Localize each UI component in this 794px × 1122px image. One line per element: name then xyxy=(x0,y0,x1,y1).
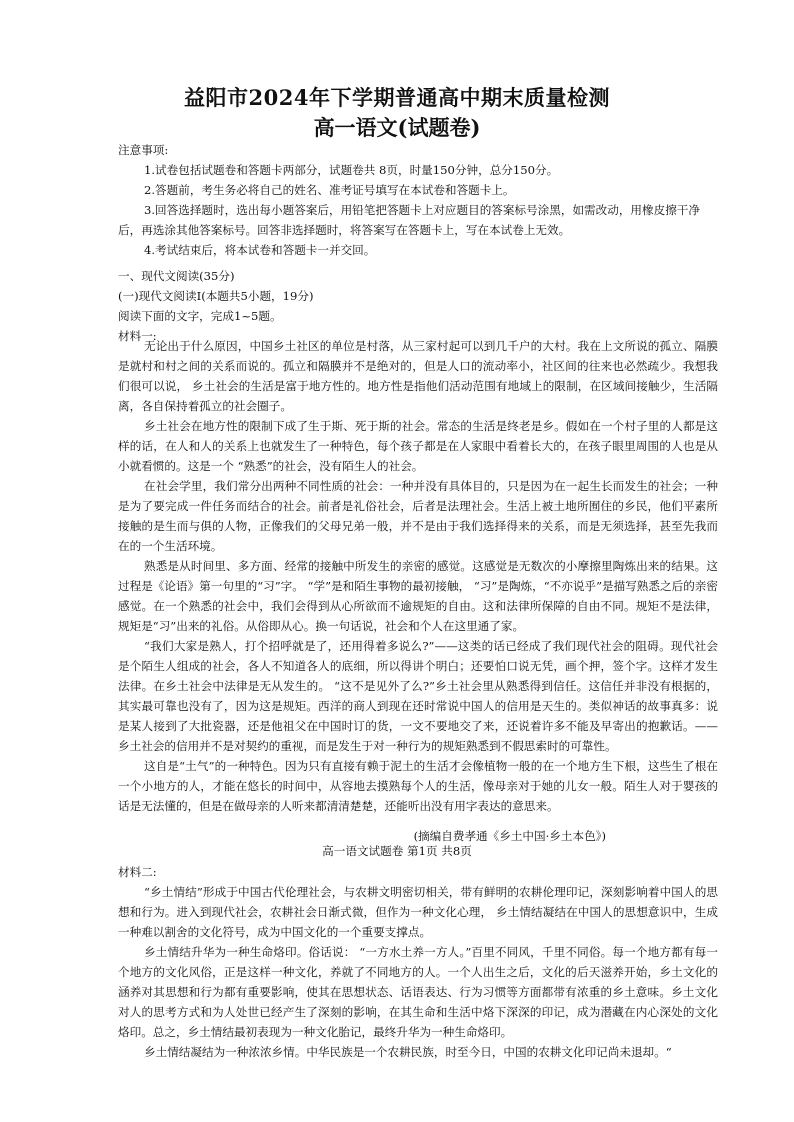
material2-body xyxy=(118,862,718,1062)
notice-item-2: 2.答题前，考生务必将自己的姓名、准考证号填写在本试卷和答题卡上。 xyxy=(144,183,515,197)
notice-heading: 注意事项: xyxy=(118,143,169,157)
material1-body xyxy=(118,336,718,846)
material1-paragraph: 熟悉是从时间里、多方面、经常的接触中所发生的亲密的感觉。这感觉是无数次的小摩擦里陶炼出来的结果。这过程是《论语》第一句里的“习”字。 “学”是和陌生事物的最初接触， “习”是陶炼，“不亦说乎”是描写熟悉之后的亲密感觉。在一个熟悉的社会中，我们会得到从心所欲而不逾规矩的自由。这和法律所保障的自由不同。规矩不是法律，规矩是“习”出来的礼俗。从俗即从心。换一句话说，社会和个人在这里通了家。 xyxy=(118,559,718,633)
reading-instruction: 阅读下面的文字，完成1~5题。 xyxy=(118,309,282,323)
exam-title: 益阳市2024年下学期普通高中期末质量检测 xyxy=(184,85,610,110)
subsection-title: (一)现代文阅读Ⅰ(本题共5小题，19分) xyxy=(118,289,314,303)
exam-subtitle: 高一语文(试题卷) xyxy=(313,115,481,140)
material1-paragraph: “我们大家是熟人，打个招呼就是了，还用得着多说么?”——这类的话已经成了我们现代社会的阻碍。现代社会是个陌生人组成的社会，各人不知道各人的底细，所以得讲个明白；还要怕口说无凭，画个押，签个字。这样才发生法律。在乡土社会中法律是无从发生的。 “这不是见外了么?”乡土社会里从熟悉得到信任。这信任并非没有根据的，其实最可靠也没有了，因为这是规矩。西洋的商人到现在还时常说中国人的信用是天生的。类似神话的故事真多：说是某人接到了大批瓷器，还是他祖父在中国时订的货，一文不要地交了来，还说着许多不能及早寄出的抱歉话。——乡土社会的信用并不是对契约的重视，而是发生于对一种行为的规矩熟悉到不假思索时的可靠性。 xyxy=(118,639,718,753)
material2-paragraph: 乡土情结升华为一种生命烙印。俗话说： “一方水土养一方人。”百里不同风，千里不同俗。每一个地方都有每一个地方的文化风俗，正是这样一种文化，养就了不同地方的人。一个人出生之后，文化的后天滋养开始，乡土文化的涵养对其思想和行为都有重要影响，使其在思想状态、话语表达、行为习惯等方面都带有浓重的乡土意味。乡土文化对人的思考方式和为人处世已经产生了深刻的影响，在其生命和生活中烙下深深的印记，成为潜藏在内心深处的文化烙印。总之，乡土情结最初表现为一种文化胎记，最终升华为一种生命烙印。 xyxy=(118,945,718,1039)
section-header xyxy=(118,266,718,346)
material1-label: 材料一: xyxy=(118,329,157,343)
material1-paragraph: 在社会学里，我们常分出两种不同性质的社会：一种并没有具体目的，只是因为在一起生长而发生的社会；一种是为了要完成一件任务而结合的社会。前者是礼俗社会，后者是法理社会。生活上被土地所囿住的乡民，他们平素所接触的是生而与俱的人物，正像我们的父母兄弟一般，并不是由于我们选择得来的关系，而是无须选择，甚至先我而在的一个生活环境。 xyxy=(118,479,718,553)
material2-paragraph: 乡土情结凝结为一种浓浓乡情。中华民族是一个农耕民族，时至今日，中国的农耕文化印记尚未退却。“ xyxy=(144,1045,672,1059)
material1-paragraph: 这自是“土气”的一种特色。因为只有直接有赖于泥土的生活才会像植物一般的在一个地方生下根，这些生了根在一个小地方的人，才能在悠长的时间中，从容地去摸熟每个人的生活，像母亲对于她的儿女一般。陌生人对于婴孩的话是无法懂的，但是在做母亲的人听来都清清楚楚，还能听出没有用字表达的意思来。 xyxy=(118,759,718,813)
material1-paragraph: 无论出于什么原因，中国乡土社区的单位是村落，从三家村起可以到几千户的大村。我在上文所说的孤立、隔膜是就村和村之间的关系而说的。孤立和隔膜并不是绝对的，但是人口的流动率小，社区间的往来也必然疏少。我想我们很可以说， 乡土社会的生活是富于地方性的。地方性是指他们活动范围有地域上的限制，在区域间接触少，生活隔离，各自保持着孤立的社会圈子。 xyxy=(118,339,718,413)
material2-paragraph: “乡土情结”形成于中国古代伦理社会，与农耕文明密切相关，带有鲜明的农耕伦理印记，深刻影响着中国人的思想和行为。进入到现代社会，农耕社会日渐式微，但作为一种文化心理， 乡土情结凝结在中国人的思想意识中，生成一种难以割舍的文化符号，成为中国文化的一个重要支撑点。 xyxy=(118,885,718,939)
material1-source: (摘编自费孝通《乡土中国·乡土本色》) xyxy=(413,829,606,843)
page-footer: 高一语文试题卷 第1页 共8页 xyxy=(322,844,472,858)
notice-item-3: 3.回答选择题时，选出每小题答案后，用铅笔把答题卡上对应题目的答案标号涂黑，如需改动，用橡皮擦干净后，再选涂其他答案标号。回答非选择题时，将答案写在答题卡上，写在本试卷上无效。 xyxy=(118,203,700,237)
notice-block xyxy=(118,140,718,260)
section-title: 一、现代文阅读(35分) xyxy=(118,269,235,283)
material1-paragraph: 乡土社会在地方性的限制下成了生于斯、死于斯的社会。常态的生活是终老是乡。假如在一个村子里的人都是这样的话，在人和人的关系上也就发生了一种特色，每个孩子都是在人家眼中看着长大的，在孩子眼里周围的人也是从小就看惯的。这是一个 “熟悉”的社会，没有陌生人的社会。 xyxy=(118,419,718,473)
notice-item-4: 4.考试结束后，将本试卷和答题卡一并交回。 xyxy=(144,243,376,257)
notice-item-1: 1.试卷包括试题卷和答题卡两部分，试题卷共 8页，时量150分钟，总分150分。 xyxy=(144,163,559,177)
material2-label: 材料二: xyxy=(118,865,157,879)
